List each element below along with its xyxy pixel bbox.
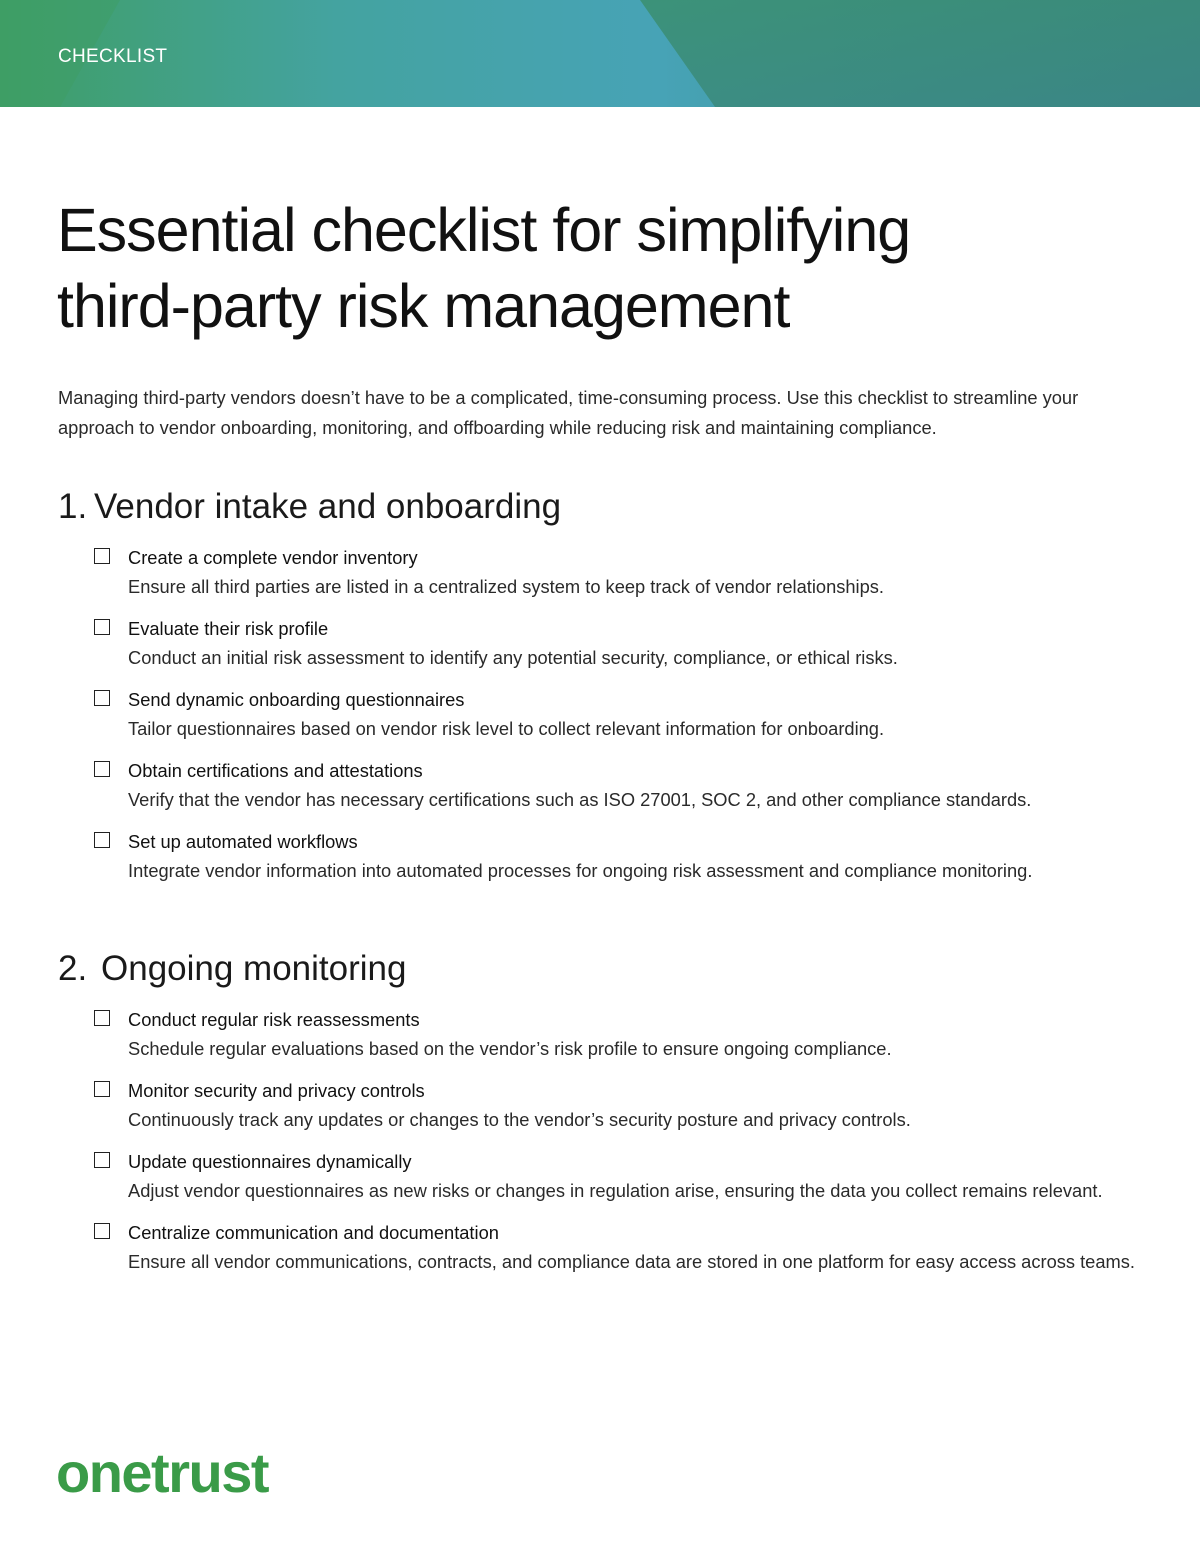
section-title: Ongoing monitoring bbox=[101, 949, 407, 988]
checklist-item bbox=[58, 614, 1158, 672]
banner-gradient-graphic bbox=[0, 0, 1200, 107]
checklist-item bbox=[58, 1218, 1158, 1276]
section-vendor-intake bbox=[58, 485, 1158, 885]
item-description: Ensure all third parties are listed in a centralized system to keep track of vendor relationships. bbox=[128, 576, 884, 597]
item-title: Centralize communication and documentation bbox=[128, 1222, 499, 1243]
item-title: Obtain certifications and attestations bbox=[128, 760, 423, 781]
header-banner bbox=[0, 0, 1200, 107]
checklist-item bbox=[58, 1076, 1158, 1134]
checklist-item bbox=[58, 543, 1158, 601]
checkbox[interactable] bbox=[94, 548, 110, 564]
checklist bbox=[58, 1005, 1158, 1276]
item-title: Create a complete vendor inventory bbox=[128, 547, 418, 568]
checkbox[interactable] bbox=[94, 832, 110, 848]
checklist bbox=[58, 543, 1158, 885]
item-description: Verify that the vendor has necessary certifications such as ISO 27001, SOC 2, and other compliance standards. bbox=[128, 789, 1032, 810]
checkbox[interactable] bbox=[94, 761, 110, 777]
intro-paragraph: Managing third-party vendors doesn’t have to be a complicated, time-consuming process. Use this checklist to streamline your approach to vendor onboarding, monitoring, and offboarding while reducing risk and maintaining compliance. bbox=[58, 387, 1079, 438]
item-description: Integrate vendor information into automated processes for ongoing risk assessment and compliance monitoring. bbox=[128, 860, 1033, 881]
section-title: Vendor intake and onboarding bbox=[94, 487, 562, 526]
item-description: Adjust vendor questionnaires as new risks or changes in regulation arise, ensuring the data you collect remains relevant. bbox=[128, 1180, 1103, 1201]
item-description: Continuously track any updates or changes to the vendor’s security posture and privacy controls. bbox=[128, 1109, 911, 1130]
checkbox[interactable] bbox=[94, 690, 110, 706]
item-description: Ensure all vendor communications, contracts, and compliance data are stored in one platform for easy access across teams. bbox=[128, 1251, 1135, 1272]
onetrust-logo: onetrust bbox=[56, 1441, 268, 1504]
page-title bbox=[57, 192, 1157, 344]
section-heading bbox=[58, 947, 1158, 991]
item-title: Monitor security and privacy controls bbox=[128, 1080, 425, 1101]
checklist-item bbox=[58, 685, 1158, 743]
item-description: Schedule regular evaluations based on the vendor’s risk profile to ensure ongoing compliance. bbox=[128, 1038, 892, 1059]
item-description: Conduct an initial risk assessment to identify any potential security, compliance, or ethical risks. bbox=[128, 647, 898, 668]
checkbox[interactable] bbox=[94, 1223, 110, 1239]
section-number: 1. bbox=[58, 487, 88, 526]
page-title-line-1: Essential checklist for simplifying bbox=[57, 196, 911, 264]
page-title-line-2: third-party risk management bbox=[57, 272, 790, 340]
item-title: Send dynamic onboarding questionnaires bbox=[128, 689, 465, 710]
item-title: Evaluate their risk profile bbox=[128, 618, 329, 639]
section-number: 2. bbox=[58, 949, 88, 988]
checkbox[interactable] bbox=[94, 1081, 110, 1097]
section-ongoing-monitoring bbox=[58, 947, 1158, 1276]
checkbox[interactable] bbox=[94, 1152, 110, 1168]
checklist-item bbox=[58, 1147, 1158, 1205]
checkbox[interactable] bbox=[94, 1010, 110, 1026]
section-heading bbox=[58, 485, 1158, 529]
checklist-item bbox=[58, 756, 1158, 814]
checklist-item bbox=[58, 827, 1158, 885]
document-type-label: CHECKLIST bbox=[58, 46, 168, 67]
checklist-item bbox=[58, 1005, 1158, 1063]
item-description: Tailor questionnaires based on vendor risk level to collect relevant information for onboarding. bbox=[128, 718, 885, 739]
item-title: Conduct regular risk reassessments bbox=[128, 1009, 420, 1030]
item-title: Update questionnaires dynamically bbox=[128, 1151, 412, 1172]
item-title: Set up automated workflows bbox=[128, 831, 358, 852]
checkbox[interactable] bbox=[94, 619, 110, 635]
